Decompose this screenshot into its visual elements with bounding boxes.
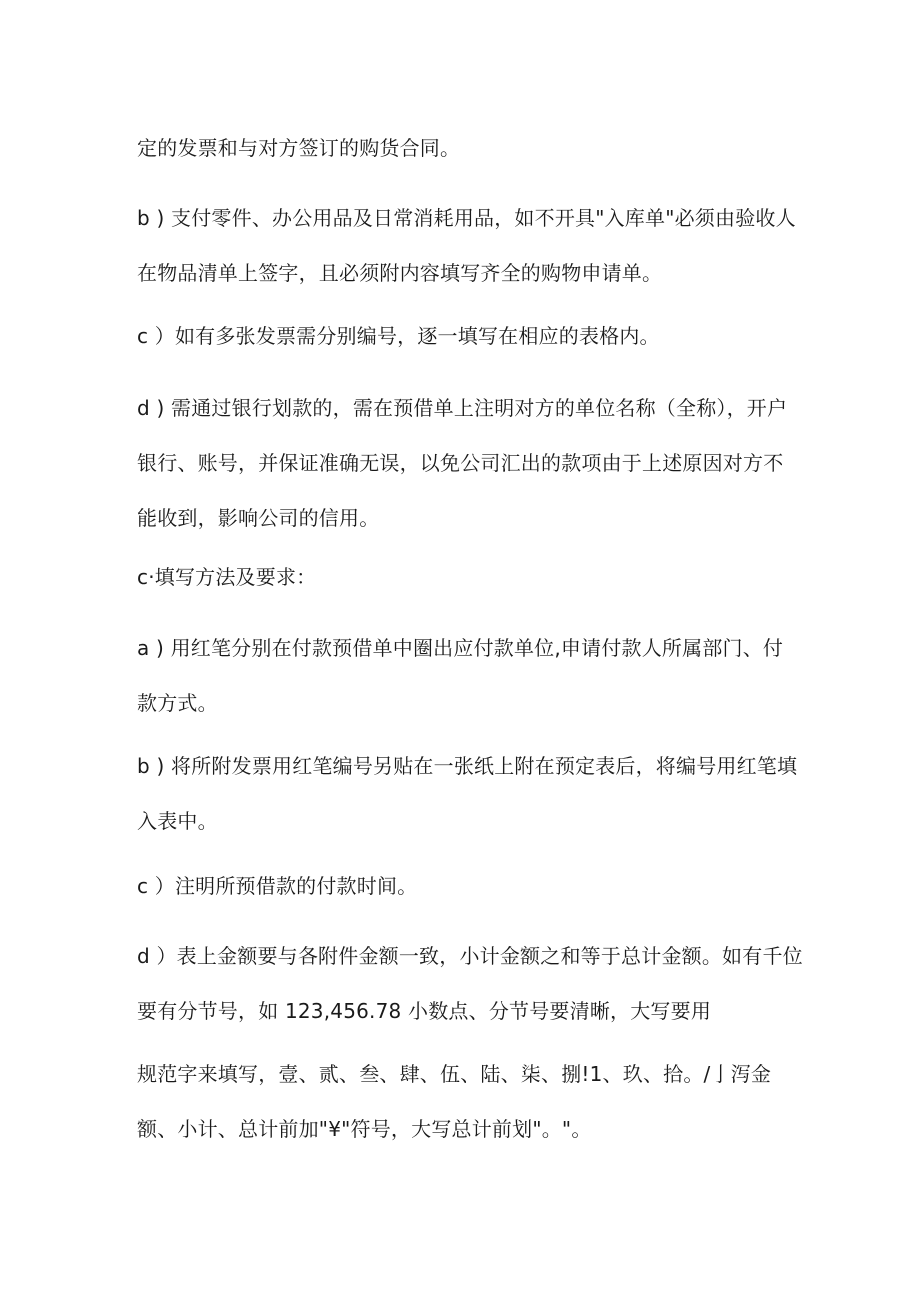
text-line: 在物品清单上签字，且必须附内容填写齐全的购物申请单。 [137, 261, 663, 285]
text-line: b ) 支付零件、办公用品及日常消耗用品，如不开具"入库单"必须由验收人 [137, 206, 796, 230]
text-line: 银行、账号，并保证准确无误，以免公司汇出的款项由于上述原因对方不 [137, 451, 784, 475]
text-line: d ）表上金额要与各附件金额一致，小计金额之和等于总计金额。如有千位 [137, 944, 803, 968]
text-line: 能收到，影响公司的信用。 [137, 506, 380, 530]
text-line: 入表中。 [137, 809, 218, 833]
text-line: d ) 需通过银行划款的，需在预借单上注明对方的单位名称（全称），开户 [137, 396, 788, 420]
text-line: c ）如有多张发票需分别编号，逐一填写在相应的表格内。 [137, 324, 660, 348]
text-line: a ) 用红笔分别在付款预借单中圈出应付款单位,申请付款人所属部门、付 [137, 636, 784, 660]
text-line: c·填写方法及要求： [137, 565, 317, 589]
text-line: 要有分节号，如 123,456.78 小数点、分节号要清晰，大写要用 [137, 999, 712, 1023]
section-heading-filling-method [137, 550, 797, 605]
paragraph-item-c-invoices [137, 309, 797, 364]
text-line: 规范字来填写，壹、贰、叁、肆、伍、陆、柒、捌!1、玖、拾。/亅泻金 [137, 1062, 772, 1086]
text-line: 定的发票和与对方签订的购货合同。 [137, 136, 461, 160]
paragraph-item-a-red-pen [137, 621, 797, 731]
paragraph-capital-numerals [137, 1047, 797, 1157]
text-line: c ）注明所预借款的付款时间。 [137, 874, 418, 898]
paragraph-contract-documents [137, 121, 797, 176]
paragraph-item-d-amounts [137, 929, 803, 1039]
text-line: 款方式。 [137, 691, 218, 715]
paragraph-item-c-payment-time [137, 859, 797, 914]
paragraph-item-b-numbering [137, 739, 797, 849]
text-line: b ) 将所附发票用红笔编号另贴在一张纸上附在预定表后，将编号用红笔填 [137, 754, 798, 778]
paragraph-item-d-bank-transfer [137, 381, 797, 546]
paragraph-item-b-supplies [137, 191, 797, 301]
text-line: 额、小计、总计前加"¥"符号，大写总计前划"。"。 [137, 1117, 592, 1141]
